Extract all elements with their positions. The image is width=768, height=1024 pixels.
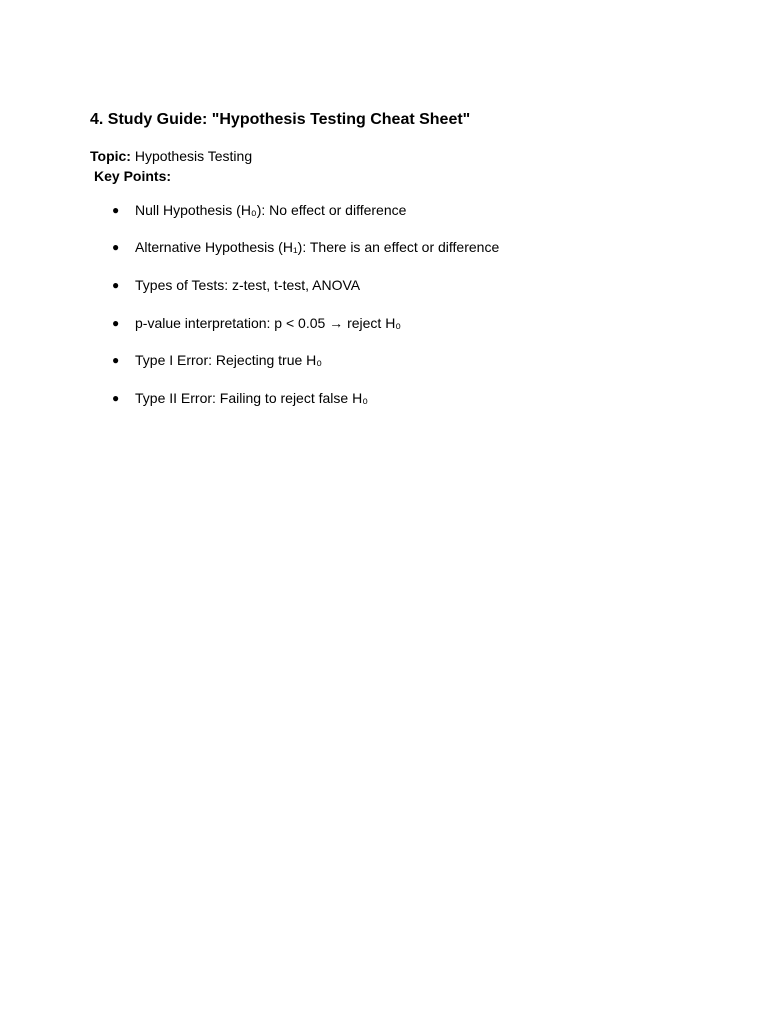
list-item — [0, 352, 600, 369]
key-point-text: Null Hypothesis (H₀): No effect or difference — [135, 202, 407, 218]
list-item — [0, 390, 600, 407]
key-point-text: Alternative Hypothesis (H₁): There is an effect or difference — [135, 239, 500, 255]
topic-line — [90, 148, 252, 165]
key-point-text: Types of Tests: z-test, t-test, ANOVA — [135, 277, 361, 293]
bullet-icon: ● — [112, 278, 120, 292]
bullet-icon: ● — [112, 391, 120, 405]
key-point-text: Type I Error: Rejecting true H₀ — [135, 352, 323, 368]
list-item — [0, 239, 600, 256]
bullet-icon: ● — [112, 353, 120, 367]
bullet-icon: ● — [112, 203, 120, 217]
topic-label: Topic: — [90, 148, 131, 164]
key-point-text: Type II Error: Failing to reject false H₀ — [135, 390, 369, 406]
key-points-label: Key Points: — [94, 168, 172, 184]
document-title: 4. Study Guide: "Hypothesis Testing Cheat Sheet" — [90, 111, 471, 128]
list-item — [0, 277, 600, 294]
list-item — [0, 202, 600, 219]
bullet-icon: ● — [112, 316, 120, 330]
list-item — [0, 315, 600, 332]
topic-value: Hypothesis Testing — [134, 148, 253, 164]
key-point-text: p-value interpretation: p < 0.05 → reject H₀ — [135, 315, 402, 331]
bullet-icon: ● — [112, 240, 120, 254]
